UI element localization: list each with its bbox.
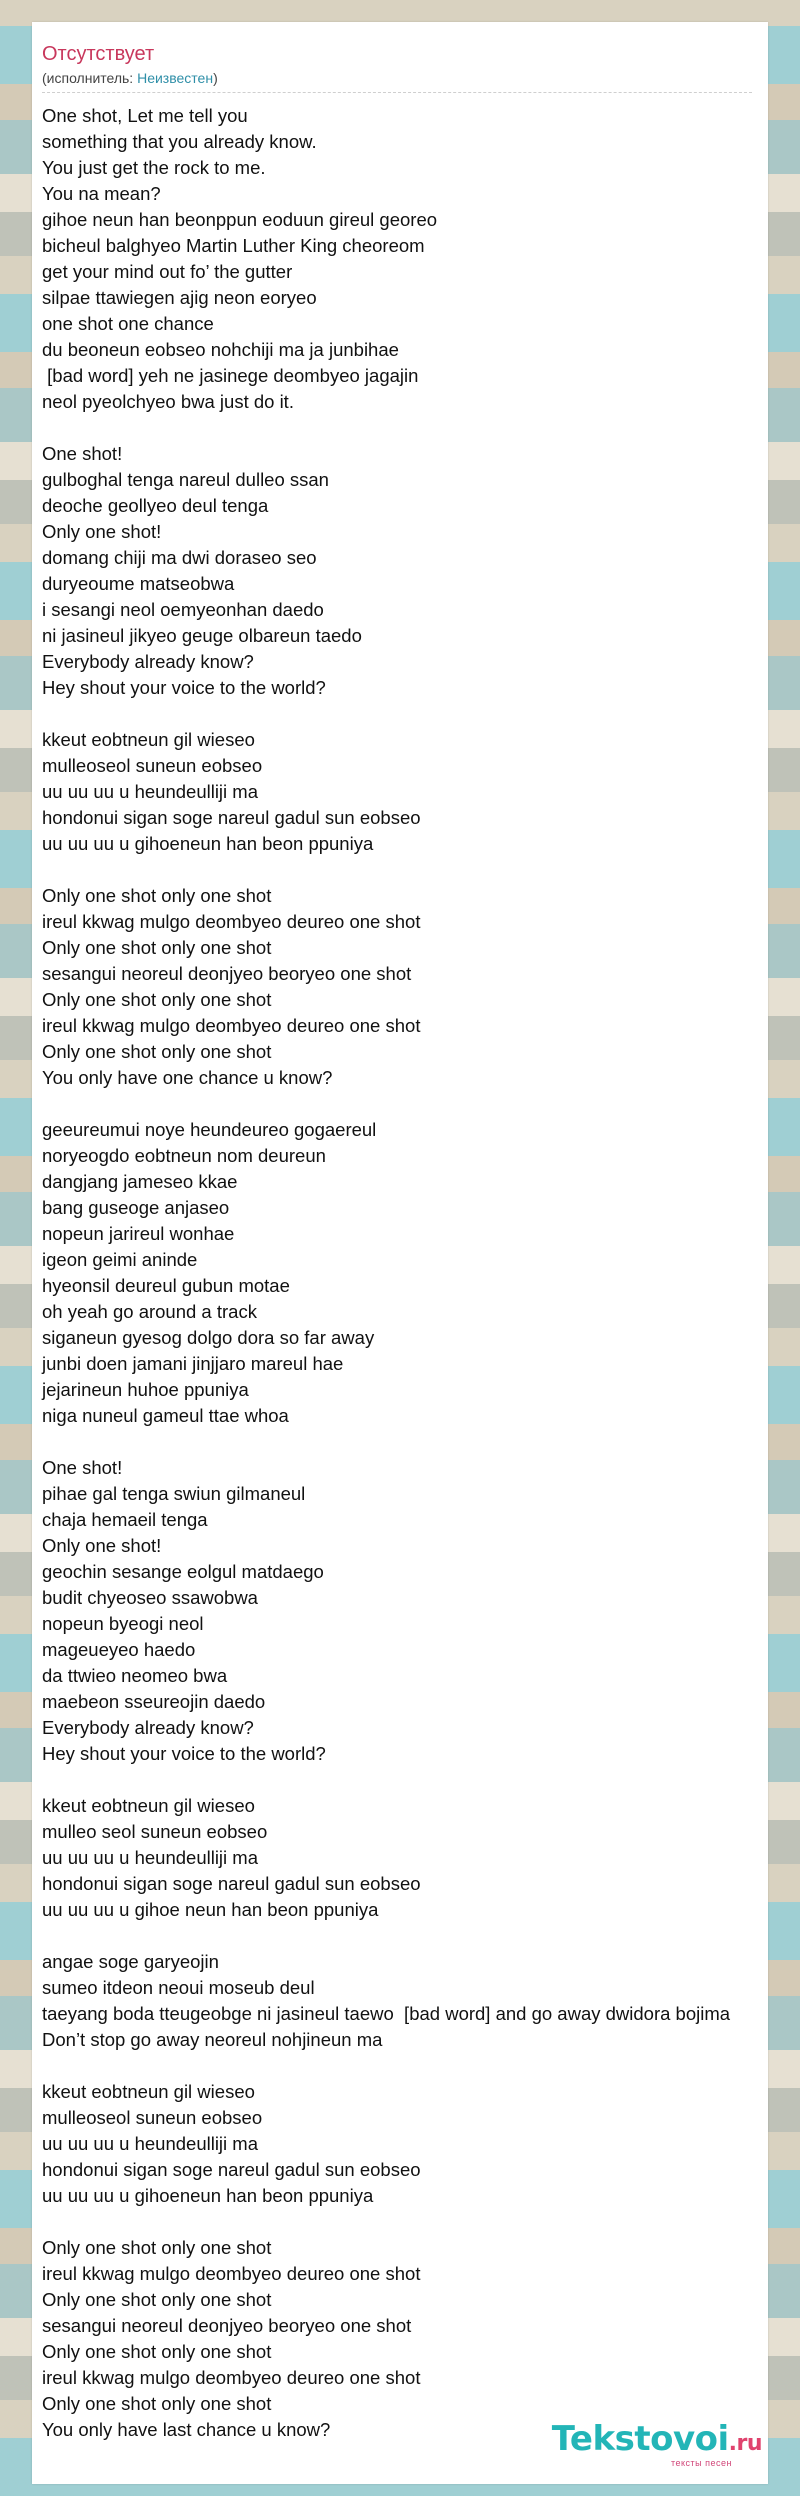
artist-suffix: )	[213, 70, 218, 86]
logo-wordmark	[552, 2421, 762, 2462]
title-divider	[42, 92, 752, 93]
logo-tagline: тексты песен	[670, 2458, 732, 2468]
logo-name: Tekstovoi	[551, 2419, 729, 2459]
lyrics-text: One shot, Let me tell you something that you already know. You just get the rock to me. You na mean? gihoe neun han beonppun eoduun gireul georeo bicheul balghyeo Martin Luther King cheoreom get your mind out fo’ the gutter silpae ttawiegen ajig neon eoryeo one shot one chance du beoneun eobseo nohchiji ma ja junbihae [bad word] yeh ne jasinege deombyeo jagajin neol pyeolchyeo bwa just do it. One shot! gulboghal tenga nareul dulleo ssan deoche geollyeo deul tenga Only one shot! domang chiji ma dwi doraseo seo duryeoume matseobwa i sesangi neol oemyeonhan daedo ni jasineul jikyeo geuge olbareun taedo Everybody already know? Hey shout your voice to the world? kkeut eobtneun gil wieseo mulleoseol suneun eobseo uu uu uu u heundeulliji ma hondonui sigan soge nareul gadul sun eobseo uu uu uu u gihoeneun han beon ppuniya Only one shot only one shot ireul kkwag mulgo deombyeo deureo one shot Only one shot only one shot sesangui neoreul deonjyeo beoryeo one shot Only one shot only one shot ireul kkwag mulgo deombyeo deureo one shot Only one shot only one shot You only have one chance u know? geeureumui noye heundeureo gogaereul noryeogdo eobtneun nom deureun dangjang jameseo kkae bang guseoge anjaseo nopeun jarireul wonhae igeon geimi aninde hyeonsil deureul gubun motae oh yeah go around a track siganeun gyesog dolgo dora so far away junbi doen jamani jinjjaro mareul hae jejarineun huhoe ppuniya niga nuneul gameul ttae whoa One shot! pihae gal tenga swiun gilmaneul chaja hemaeil tenga Only one shot! geochin sesange eolgul matdaego budit chyeoseo ssawobwa nopeun byeogi neol mageueyeo haedo da ttwieo neomeo bwa maebeon sseureojin daedo Everybody already know? Hey shout your voice to the world? kkeut eobtneun gil wieseo mulleo seol suneun eobseo uu uu uu u heundeulliji ma hondonui sigan soge nareul gadul sun eobseo uu uu uu u gihoe neun han beon ppuniya angae soge garyeojin sumeo itdeon neoui moseub deul taeyang boda tteugeobge ni jasineul taewo [bad word] and go away dwidora bojima Don’t stop go away neoreul nohjineun ma kkeut eobtneun gil wieseo mulleoseol suneun eobseo uu uu uu u heundeulliji ma hondonui sigan soge nareul gadul sun eobseo uu uu uu u gihoeneun han beon ppuniya Only one shot only one shot ireul kkwag mulgo deombyeo deureo one shot Only one shot only one shot sesangui neoreul deonjyeo beoryeo one shot Only one shot only one shot ireul kkwag mulgo deombyeo deureo one shot Only one shot only one shot You only have last chance u know?	[42, 105, 731, 2440]
artist-prefix: (исполнитель:	[42, 70, 138, 86]
logo-tld: .ru	[728, 2431, 762, 2456]
artist-link[interactable]: Неизвестен	[137, 70, 214, 86]
site-logo[interactable]	[552, 2421, 762, 2468]
artist-line	[42, 69, 218, 87]
song-title: Отсутствует	[42, 43, 155, 65]
lyrics-card	[32, 22, 768, 2484]
